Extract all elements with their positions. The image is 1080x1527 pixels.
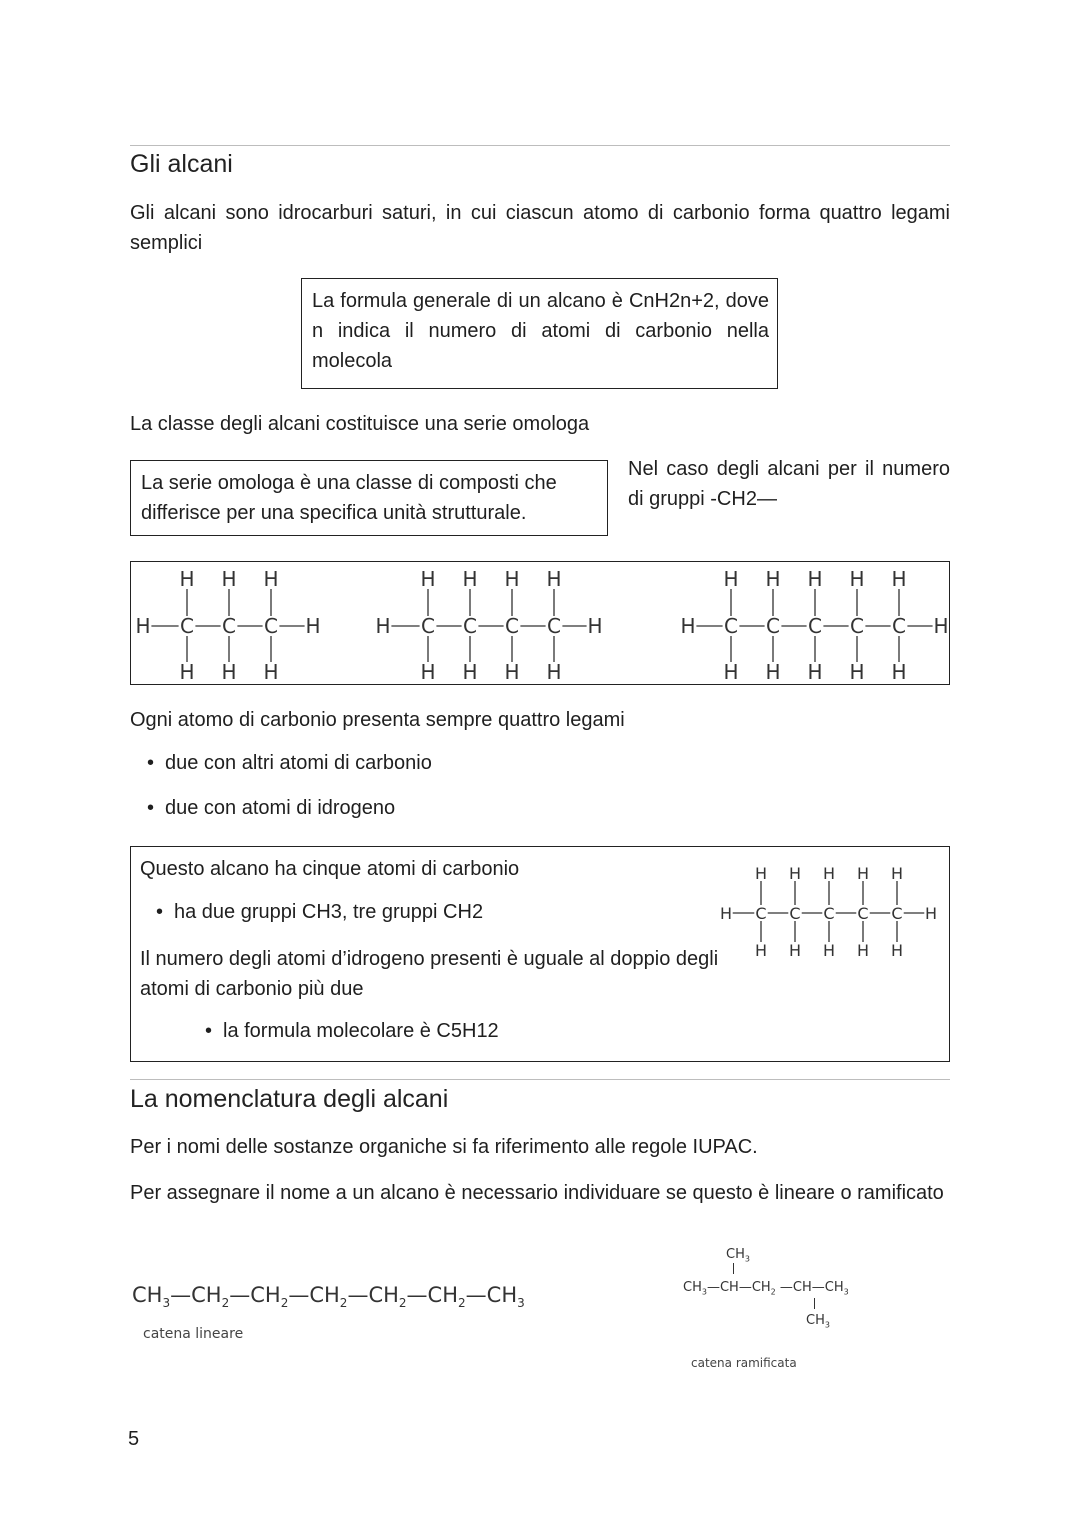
hydrogen-atom: H [754,940,768,960]
hydrogen-atom: H [765,660,781,684]
bonds-item: • due con atomi di idrogeno [165,797,395,820]
carbon-atom: C [755,903,767,923]
hydrogen-atom: H [849,660,865,684]
pentane-box [130,846,950,1062]
carbon-atom: C [463,614,477,639]
hydrogen-atom: H [462,660,478,684]
formula-box-text: La formula generale di un alcano è CnH2n+2, dove n indica il numero di atomi di carbonio nella molecola [312,290,769,372]
hydrogen-atom: H [890,940,904,960]
page-number: 5 [128,1428,140,1450]
section-title: Gli alcani [130,150,233,178]
pentane-small-structure-svg [711,859,947,963]
hydrogen-atom: H [221,567,237,592]
structures-box [130,561,950,685]
hydrogen-atom: H [504,660,520,684]
formula-box [301,278,778,389]
linear-chain-formula: $CH_3—CH_2—CH_2—CH_2—CH_2—CH_2—CH_3$ [132,1283,525,1311]
hydrogen-atom: H [788,863,802,883]
hydrogen-atom: H [179,567,195,592]
hydrogen-atom: H [135,614,151,639]
naming-paragraph: Per assegnare il nome a un alcano è necessario individuare se questo è lineare o ramificato [130,1182,944,1204]
linear-chain-caption: catena lineare [143,1326,244,1342]
carbon-atom: C [892,614,906,639]
homolog-line: La classe degli alcani costituisce una serie omologa [130,413,590,435]
carbon-atom: C [766,614,780,639]
hydrogen-atom: H [754,863,768,883]
hydrogen-atom: H [305,614,321,639]
hydrogen-atom: H [822,863,836,883]
hydrogen-atom: H [420,567,436,592]
hydrogen-atom: H [807,567,823,592]
hydrogen-atom: H [680,614,696,639]
bonds-intro: Ogni atomo di carbonio presenta sempre quattro legami [130,709,625,731]
hydrogen-atom: H [765,567,781,592]
carbon-atom: C [724,614,738,639]
pentane-line2: Il numero degli atomi d’idrogeno presenti è uguale al doppio degli atomi di carbonio più due [140,948,719,1000]
carbon-atom: C [789,903,801,923]
hydrogen-atom: H [462,567,478,592]
carbon-atom: C [421,614,435,639]
pentane-structure [680,567,948,684]
carbon-atom: C [222,614,236,639]
hydrogen-atom: H [890,863,904,883]
hydrogen-atom: H [263,567,279,592]
pentane-line1: Questo alcano ha cinque atomi di carbonio [140,858,520,880]
section-title: La nomenclatura degli alcani [130,1085,449,1113]
hydrogen-atom: H [504,567,520,592]
hydrogen-atom: H [221,660,237,684]
hydrogen-atom: H [849,567,865,592]
section-divider [130,145,950,146]
hydrogen-atom: H [788,940,802,960]
pentane-small-structure [720,864,937,960]
carbon-atom: C [264,614,278,639]
carbon-atom: C [547,614,561,639]
hydrogen-atom: H [587,614,603,639]
pentane-bullet2: • la formula molecolare è C5H12 [223,1020,499,1043]
structural-formulas-svg [131,562,949,684]
butane-structure [375,567,602,684]
hydrogen-atom: H [807,660,823,684]
hydrogen-atom: H [420,660,436,684]
hydrogen-atom: H [723,567,739,592]
homolog-note: Nel caso degli alcani per il numero di gruppi -CH2— [628,458,950,510]
hydrogen-atom: H [179,660,195,684]
carbon-atom: C [180,614,194,639]
carbon-atom: C [850,614,864,639]
intro-paragraph: Gli alcani sono idrocarburi saturi, in cui ciascun atomo di carbonio forma quattro legami semplici [130,202,950,254]
hydrogen-atom: H [822,940,836,960]
hydrogen-atom: H [891,567,907,592]
branched-chain-caption: catena ramificata [691,1356,797,1370]
bonds-item: • due con altri atomi di carbonio [165,752,432,775]
hydrogen-atom: H [856,863,870,883]
homolog-box-text: La serie omologa è una classe di composti che differisce per una specifica unità strutturale. [141,472,557,524]
iupac-paragraph: Per i nomi delle sostanze organiche si fa riferimento alle regole IUPAC. [130,1136,758,1158]
hydrogen-atom: H [546,660,562,684]
homolog-box [130,460,608,536]
carbon-atom: C [808,614,822,639]
carbon-atom: C [891,903,903,923]
hydrogen-atom: H [933,614,949,639]
pentane-bullet1: • ha due gruppi CH3, tre gruppi CH2 [174,901,483,924]
propane-structure [135,567,320,684]
hydrogen-atom: H [723,660,739,684]
carbon-atom: C [505,614,519,639]
hydrogen-atom: H [891,660,907,684]
hydrogen-atom: H [719,903,733,923]
hydrogen-atom: H [263,660,279,684]
carbon-atom: C [857,903,869,923]
hydrogen-atom: H [375,614,391,639]
section-divider [130,1079,950,1080]
hydrogen-atom: H [546,567,562,592]
hydrogen-atom: H [856,940,870,960]
branched-chain-formula: $CH_3$ $CH_3—CH—CH_2$ $—CH—CH_3$ $CH_3$ [683,1247,849,1330]
carbon-atom: C [823,903,835,923]
hydrogen-atom: H [924,903,938,923]
